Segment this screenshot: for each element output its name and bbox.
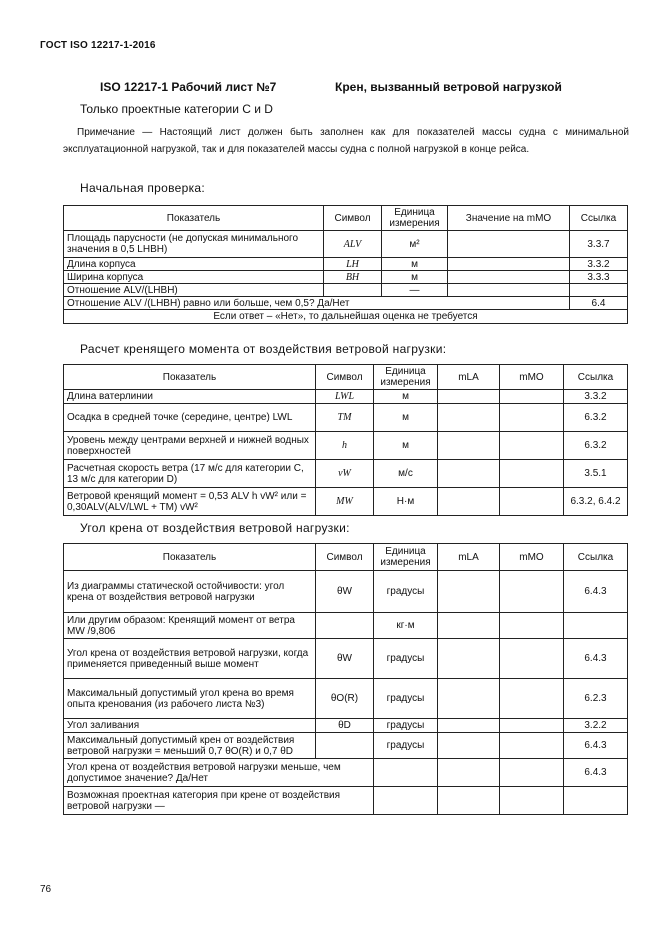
ref-cell: 3.5.1 [564,460,628,488]
worksheet-label: ISO 12217-1 Рабочий лист №7 [100,80,277,94]
symbol-cell: BH [324,271,382,284]
heel-angle-table [63,543,628,815]
table-row [64,759,628,787]
ref-cell: 6.4.3 [564,571,628,613]
mla-cell[interactable] [438,390,500,404]
symbol-cell: LH [324,258,382,271]
mmo-cell[interactable] [500,404,564,432]
unit-cell: м [374,404,438,432]
value-cell[interactable] [448,258,570,271]
table-row [64,613,628,639]
page-number: 76 [40,884,52,895]
mla-cell[interactable] [438,733,500,759]
unit-cell: — [382,284,448,297]
table-row [64,488,628,516]
param-cell: Длина ватерлинии [64,390,316,404]
table-header-row [64,544,628,571]
header-cell: mMO [500,365,564,390]
table-footer-row [64,310,628,324]
unit-cell: кг·м [374,613,438,639]
symbol-cell: ALV [324,231,382,258]
ref-cell [564,787,628,815]
header-cell: Символ [316,544,374,571]
symbol-cell: θO(R) [316,679,374,719]
table-row [64,719,628,733]
unit-cell: м [374,390,438,404]
param-cell: Угол крена от воздействия ветровой нагрузки меньше, чем допустимое значение? Да/Нет [64,759,374,787]
mla-cell[interactable] [438,639,500,679]
unit-cell [374,787,438,815]
ref-cell [564,613,628,639]
mmo-cell[interactable] [500,733,564,759]
header-cell: Значение на mMO [448,206,570,231]
header-cell: Показатель [64,544,316,571]
ref-cell: 6.4 [570,297,628,310]
ref-cell: 6.3.2 [564,404,628,432]
ref-cell: 3.3.2 [564,390,628,404]
table-row [64,571,628,613]
value-cell[interactable] [448,284,570,297]
ref-cell: 3.3.3 [570,271,628,284]
symbol-cell [316,733,374,759]
param-cell: Расчетная скорость ветра (17 м/с для категории C, 13 м/с для категории D) [64,460,316,488]
initial-check-table [63,205,628,324]
ref-cell: 3.2.2 [564,719,628,733]
param-cell: Возможная проектная категория при крене от воздействия ветровой нагрузки — [64,787,374,815]
unit-cell: градусы [374,733,438,759]
table-row [64,432,628,460]
ref-cell [570,284,628,297]
table-row [64,297,628,310]
mla-cell[interactable] [438,460,500,488]
header-cell: Показатель [64,206,324,231]
symbol-cell: LWL [316,390,374,404]
symbol-cell: θW [316,639,374,679]
header-cell: Единица измерения [374,365,438,390]
table-row [64,404,628,432]
param-cell: Ширина корпуса [64,271,324,284]
table-row [64,390,628,404]
symbol-cell: MW [316,488,374,516]
symbol-cell [324,284,382,297]
unit-cell: м/с [374,460,438,488]
ref-cell: 3.3.7 [570,231,628,258]
header-cell: mLA [438,365,500,390]
table-row [64,460,628,488]
header-cell: Ссылка [564,544,628,571]
heeling-moment-table [63,364,628,516]
mla-cell[interactable] [438,787,500,815]
mmo-cell[interactable] [500,759,564,787]
table-row [64,271,628,284]
unit-cell: градусы [374,679,438,719]
symbol-cell [316,613,374,639]
param-cell: Отношение ALV/(LHBH) [64,284,324,297]
unit-cell: м [374,432,438,460]
unit-cell: м [382,258,448,271]
header-cell: Символ [316,365,374,390]
ref-cell: 6.3.2, 6.4.2 [564,488,628,516]
mmo-cell[interactable] [500,432,564,460]
ref-cell: 6.2.3 [564,679,628,719]
unit-cell [374,759,438,787]
param-cell: Отношение ALV /(LHBH) равно или больше, чем 0,5? Да/Нет [64,297,570,310]
table-row [64,258,628,271]
header-cell: mLA [438,544,500,571]
unit-cell: градусы [374,571,438,613]
mmo-cell[interactable] [500,719,564,733]
heeling-moment-caption: Расчет кренящего момента от воздействия ветровой нагрузки: [80,342,447,356]
table-row [64,231,628,258]
document-header: ГОСТ ISO 12217-1-2016 [40,40,156,51]
mla-cell[interactable] [438,719,500,733]
mmo-cell[interactable] [500,390,564,404]
table-row [64,639,628,679]
value-cell[interactable] [448,231,570,258]
footer-cell: Если ответ – «Нет», то дальнейшая оценка не требуется [64,310,628,324]
param-cell: Длина корпуса [64,258,324,271]
mla-cell[interactable] [438,404,500,432]
header-cell: Символ [324,206,382,231]
unit-cell: м² [382,231,448,258]
mla-cell[interactable] [438,679,500,719]
mmo-cell[interactable] [500,460,564,488]
param-cell: Площадь парусности (не допуская минимального значения в 0,5 LHBH) [64,231,324,258]
mmo-cell[interactable] [500,571,564,613]
table-header-row [64,206,628,231]
param-cell: Осадка в средней точке (середине, центре) LWL [64,404,316,432]
param-cell: Максимальный допустимый угол крена во время опыта кренования (из рабочего листа №3) [64,679,316,719]
param-cell: Или другим образом: Кренящий момент от ветра MW /9,806 [64,613,316,639]
mla-cell[interactable] [438,571,500,613]
ref-cell: 6.4.3 [564,759,628,787]
worksheet-title: Крен, вызванный ветровой нагрузкой [335,80,562,94]
header-cell: Единица измерения [374,544,438,571]
unit-cell: м [382,271,448,284]
header-cell: Показатель [64,365,316,390]
param-cell: Из диаграммы статической остойчивости: угол крена от воздействия ветровой нагрузки [64,571,316,613]
header-cell: Единица измерения [382,206,448,231]
note-paragraph: Примечание — Настоящий лист должен быть заполнен как для показателей массы судна с минимальной эксплуатационной нагрузкой, так и для показателей массы судна с полной нагрузкой в конце рейса. [63,127,629,155]
param-cell: Угол крена от воздействия ветровой нагрузки, когда применяется приведенный выше момент [64,639,316,679]
table-row [64,284,628,297]
param-cell: Угол заливания [64,719,316,733]
table-row [64,787,628,815]
mmo-cell[interactable] [500,787,564,815]
ref-cell: 3.3.2 [570,258,628,271]
param-cell: Максимальный допустимый крен от воздействия ветровой нагрузки = меньший 0,7 θO(R) и 0,7 θD [64,733,316,759]
ref-cell: 6.4.3 [564,639,628,679]
table-row [64,679,628,719]
value-cell[interactable] [448,271,570,284]
initial-check-caption: Начальная проверка: [80,181,206,195]
mla-cell[interactable] [438,488,500,516]
header-cell: Ссылка [570,206,628,231]
design-category-line: Только проектные категории C и D [80,102,273,116]
mmo-cell[interactable] [500,639,564,679]
mla-cell[interactable] [438,432,500,460]
ref-cell: 6.3.2 [564,432,628,460]
ref-cell: 6.4.3 [564,733,628,759]
mmo-cell[interactable] [500,488,564,516]
heel-angle-caption: Угол крена от воздействия ветровой нагрузки: [80,521,350,535]
symbol-cell: TM [316,404,374,432]
unit-cell: Н·м [374,488,438,516]
symbol-cell: h [316,432,374,460]
param-cell: Ветровой кренящий момент = 0,53 ALV h vW² или = 0,30ALV(ALV/LWL + TM) vW² [64,488,316,516]
mla-cell[interactable] [438,613,500,639]
mmo-cell[interactable] [500,613,564,639]
table-header-row [64,365,628,390]
unit-cell: градусы [374,639,438,679]
symbol-cell: θW [316,571,374,613]
param-cell: Уровень между центрами верхней и нижней водных поверхностей [64,432,316,460]
symbol-cell: vW [316,460,374,488]
header-cell: Ссылка [564,365,628,390]
table-row [64,733,628,759]
mmo-cell[interactable] [500,679,564,719]
mla-cell[interactable] [438,759,500,787]
symbol-cell: θD [316,719,374,733]
header-cell: mMO [500,544,564,571]
unit-cell: градусы [374,719,438,733]
